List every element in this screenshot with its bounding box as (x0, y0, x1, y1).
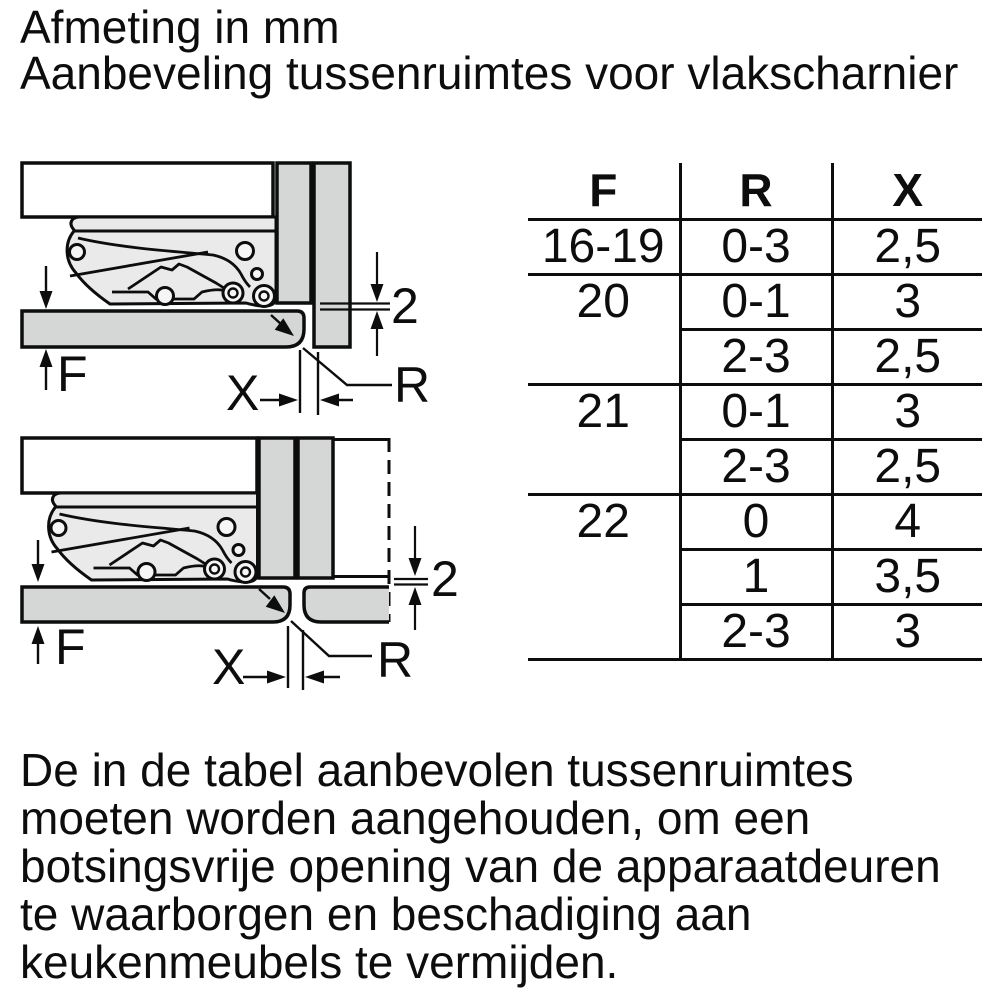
furniture-door-panel (22, 311, 304, 347)
note-line: botsingsvrije opening van de apparaatdeuren (20, 840, 941, 892)
diagram-hinge-single-door (0, 150, 480, 430)
table-cell-r: 2-3 (680, 330, 832, 385)
hinge (49, 493, 258, 583)
table-header-row (528, 163, 982, 220)
table-cell-f: 16-19 (528, 220, 680, 275)
table-cell-x: 3,5 (832, 550, 982, 605)
table-cell-r: 1 (680, 550, 832, 605)
column-header-f: F (528, 163, 680, 220)
dimension-r-label: R (377, 632, 414, 688)
dimension-gap (394, 526, 428, 630)
note-line: De in de tabel aanbevolen tussenruimtes (20, 744, 854, 796)
dimension-x-label: X (226, 365, 260, 421)
dimension-f-label: F (57, 346, 88, 402)
table-row (528, 385, 982, 440)
table-cell-r: 2-3 (680, 605, 832, 660)
note-line: keukenmeubels te vermijden. (20, 936, 619, 988)
table-cell-f: 20 (528, 275, 680, 385)
cabinet-panel (22, 438, 257, 493)
table-cell-x: 3 (832, 385, 982, 440)
furniture-door-panel-right-fill (304, 587, 389, 622)
table-cell-x: 2,5 (832, 220, 982, 275)
furniture-door-panel-left (22, 587, 290, 622)
appliance-door-panel (277, 163, 311, 303)
dimension-x (260, 350, 353, 415)
furniture-front-panel (298, 438, 333, 578)
dimension-r-label: R (394, 357, 431, 413)
dimension-x-label: X (212, 639, 246, 695)
gap-recommendation-table (528, 163, 982, 661)
table-cell-x: 4 (832, 495, 982, 550)
page-title (20, 1, 959, 99)
table-cell-r: 0-1 (680, 275, 832, 330)
column-header-x: X (832, 163, 982, 220)
dimension-gap-label: 2 (431, 551, 459, 607)
appliance-door-panel (259, 438, 295, 578)
dimension-f-label: F (55, 619, 86, 675)
table-cell-x: 2,5 (832, 440, 982, 495)
furniture-front-panel (314, 163, 350, 347)
dimension-x (243, 626, 340, 690)
title-line-1: Afmeting in mm (20, 1, 340, 53)
hinge (67, 217, 276, 307)
table-cell-r: 0 (680, 495, 832, 550)
title-line-2: Aanbeveling tussenruimtes voor vlakscharnier (20, 47, 959, 99)
note-line: te waarborgen en beschadiging aan (20, 888, 752, 940)
table-row (528, 275, 982, 330)
table-cell-x: 3 (832, 605, 982, 660)
diagram-hinge-double-door (0, 420, 480, 710)
table-cell-x: 3 (832, 275, 982, 330)
dimension-gap-label: 2 (391, 278, 419, 334)
note-line: moeten worden aangehouden, om een (20, 792, 811, 844)
table-cell-f: 21 (528, 385, 680, 495)
table-cell-r: 0-1 (680, 385, 832, 440)
cabinet-panel (22, 163, 273, 217)
table-cell-f: 22 (528, 495, 680, 660)
table-cell-r: 0-3 (680, 220, 832, 275)
column-header-r: R (680, 163, 832, 220)
table-row (528, 220, 982, 275)
table-cell-r: 2-3 (680, 440, 832, 495)
table-row (528, 495, 982, 550)
note-paragraph (20, 746, 941, 986)
table-cell-x: 2,5 (832, 330, 982, 385)
